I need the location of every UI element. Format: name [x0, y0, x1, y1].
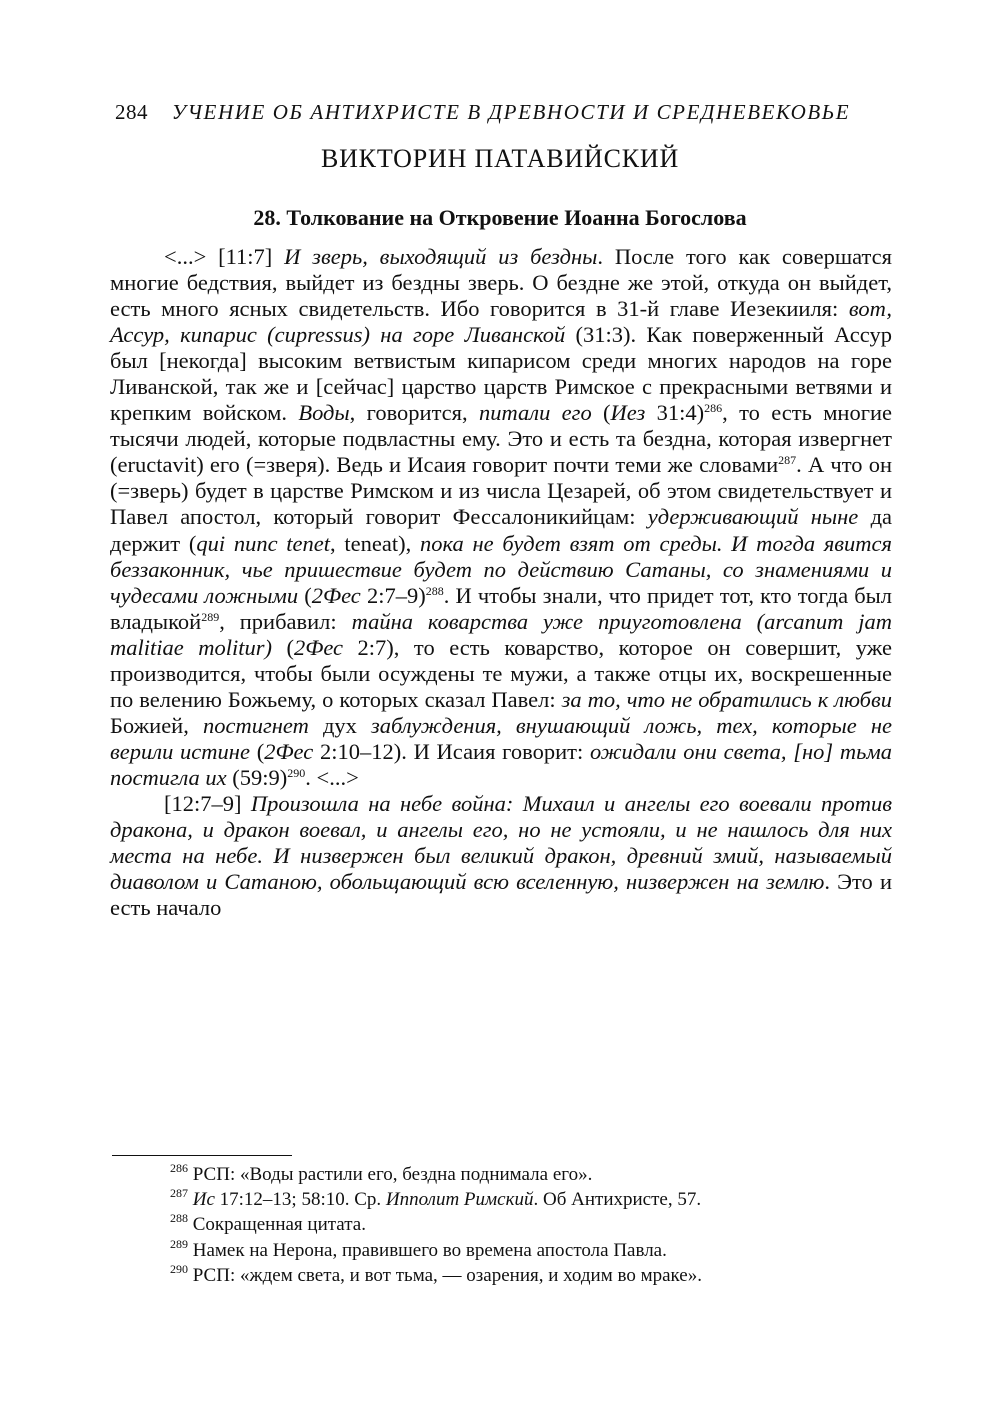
quote-span: питали его — [479, 400, 592, 426]
book-ref: 2Фес — [264, 738, 314, 764]
footnote-ref[interactable]: 288 — [425, 583, 444, 598]
book-ref: Иез — [610, 400, 646, 426]
author-heading: ВИКТОРИН ПАТАВИЙСКИЙ — [320, 144, 680, 173]
footnote-ref[interactable]: 286 — [704, 401, 723, 416]
text-span: . А что он (=зверь) будет в царстве Римском и из числа Цезарей, об этом свидетельствует и Павел апостол, который говорит Фессалоникийцам: — [110, 452, 892, 530]
footnote-number: 286 — [170, 1161, 188, 1175]
quote-span: вот, Ассур, кипарис (cupressus) на горе Ливанской — [110, 296, 892, 348]
text-span: [12:7–9] — [164, 790, 251, 816]
footnote-286 — [170, 1162, 900, 1187]
footnote-289 — [170, 1238, 900, 1263]
text-span: ( — [298, 582, 312, 608]
footnote-ref[interactable]: 290 — [287, 765, 306, 780]
quote-span: за то, что не обратились к любви — [561, 686, 893, 712]
text-span: , говорится, — [349, 400, 479, 426]
text-span: да держит ( — [110, 504, 893, 556]
footnote-ref[interactable]: 289 — [201, 609, 220, 624]
quote-span: удерживающий ныне — [647, 504, 859, 530]
running-title: УЧЕНИЕ ОБ АНТИХРИСТЕ В ДРЕВНОСТИ И СРЕДНЕВЕКОВЬЕ — [171, 100, 851, 124]
footnote-text: . Об Антихристе, 57. — [533, 1189, 702, 1211]
footnote-number: 287 — [170, 1186, 188, 1201]
text-span: <...> [11:7] — [164, 244, 285, 269]
text-span: . <...> — [305, 764, 359, 790]
text-span: . После того как совершатся многие бедствия, выйдет из бездны зверь. О бездне же этой, откуда он выйдет, есть много ясных свидетельств. Ибо говорится в 31-й главе Иезекииля: — [110, 244, 892, 322]
text-span: , teneat), — [330, 530, 420, 556]
footnote-divider — [112, 1155, 292, 1156]
quote-span: Произошла на небе война: Михаил и ангелы его воевали против дракона, и дракон воевал, и ангелы его, но не устояли, и не нашлось для них места на небе. И низвержен был великий дракон, древний змий, называемый диаволом и Сатаною, обольщающий всю вселенную, низвержен на землю — [110, 790, 892, 895]
main-text — [110, 244, 892, 921]
text-span: 31:4) — [645, 400, 705, 426]
footnote-number: 288 — [170, 1211, 188, 1226]
quote-span: И зверь, выходящий из бездны — [284, 244, 598, 269]
quote-span: тайна коварства уже приуготовлена (arcanum jam malitiae molitur) — [110, 608, 892, 660]
book-ref: 2Фес — [294, 634, 344, 660]
running-head — [115, 100, 895, 134]
quote-span: Воды — [298, 400, 350, 426]
text-span: (59:9) — [226, 764, 288, 790]
footnote-text: Намек на Нерона, правившего во времена апостола Павла. — [192, 1239, 667, 1261]
section-heading: 28. Толкование на Откровение Иоанна Богослова — [253, 205, 747, 230]
text-span: , прибавил: — [219, 608, 352, 634]
text-span: 2:7), то есть коварство, которое он совершит, уже производится, чтобы были осуждены те мужи, а также отцы их, воскрешенные по велению Божьему, о которых сказал Павел: — [110, 634, 892, 712]
footnote-290 — [170, 1263, 900, 1288]
text-span: . И чтобы знали, что придет тот, кто тогда был владыкой — [110, 582, 892, 634]
text-span: ( — [272, 634, 294, 660]
book-ref: Ис — [192, 1189, 215, 1211]
footnote-text: 17:12–13; 58:10. Ср. — [214, 1189, 386, 1211]
paragraph — [110, 244, 892, 791]
footnote-text: РСП: «ждем света, и вот тьма, — озарения, и ходим во мраке». — [192, 1264, 702, 1286]
latin-span: qui nunc tenet — [196, 530, 331, 556]
text-span: . Это и есть начало — [110, 869, 892, 921]
quote-span: пока не будет взят от среды. И тогда явится беззаконник, чье пришествие будет по действию Сатаны, со знамениями и чудесами ложными — [110, 530, 892, 608]
footnote-text: Сокращенная цитата. — [192, 1214, 366, 1236]
text-span: , то есть многие тысячи людей, которые подвластны ему. Это и есть та бездна, которая извергнет (eructavit) его (=зверя). Ведь и Исаия говорит почти теми же словами — [110, 400, 892, 478]
text-span: дух — [308, 712, 372, 738]
text-span: ( — [249, 738, 265, 764]
page-number: 284 — [115, 100, 148, 124]
text-span: (31:3). Как поверженный Ассур был [некогда] высоким ветвистым кипарисом среди многих народов на горе Ливанской, так же и [сейчас] царство царств Римское с прекрасными ветвями и крепким войском. — [110, 322, 892, 426]
quote-span: ожидали они света, [но] тьма постигла их — [110, 738, 892, 790]
footnote-287 — [170, 1187, 900, 1212]
author-name: Ипполит Римский — [385, 1189, 534, 1211]
quote-span: постигнет — [202, 712, 309, 738]
text-span: 2:10–12). И Исаия говорит: — [313, 738, 590, 764]
text-span: 2:7–9) — [360, 582, 426, 608]
text-span: ( — [591, 400, 611, 426]
text-span: Божией, — [110, 712, 203, 738]
footnotes — [170, 1162, 900, 1288]
quote-span: заблуждения, внушающий ложь, тех, которые не верили истине — [110, 712, 893, 764]
paragraph — [110, 791, 892, 921]
footnote-number: 290 — [170, 1261, 188, 1276]
footnote-text: РСП: «Воды растили его, бездна поднимала его». — [192, 1164, 593, 1185]
footnote-288 — [170, 1212, 900, 1237]
footnote-number: 289 — [170, 1236, 188, 1251]
book-ref: 2Фес — [311, 582, 361, 608]
footnote-ref[interactable]: 287 — [778, 453, 797, 468]
